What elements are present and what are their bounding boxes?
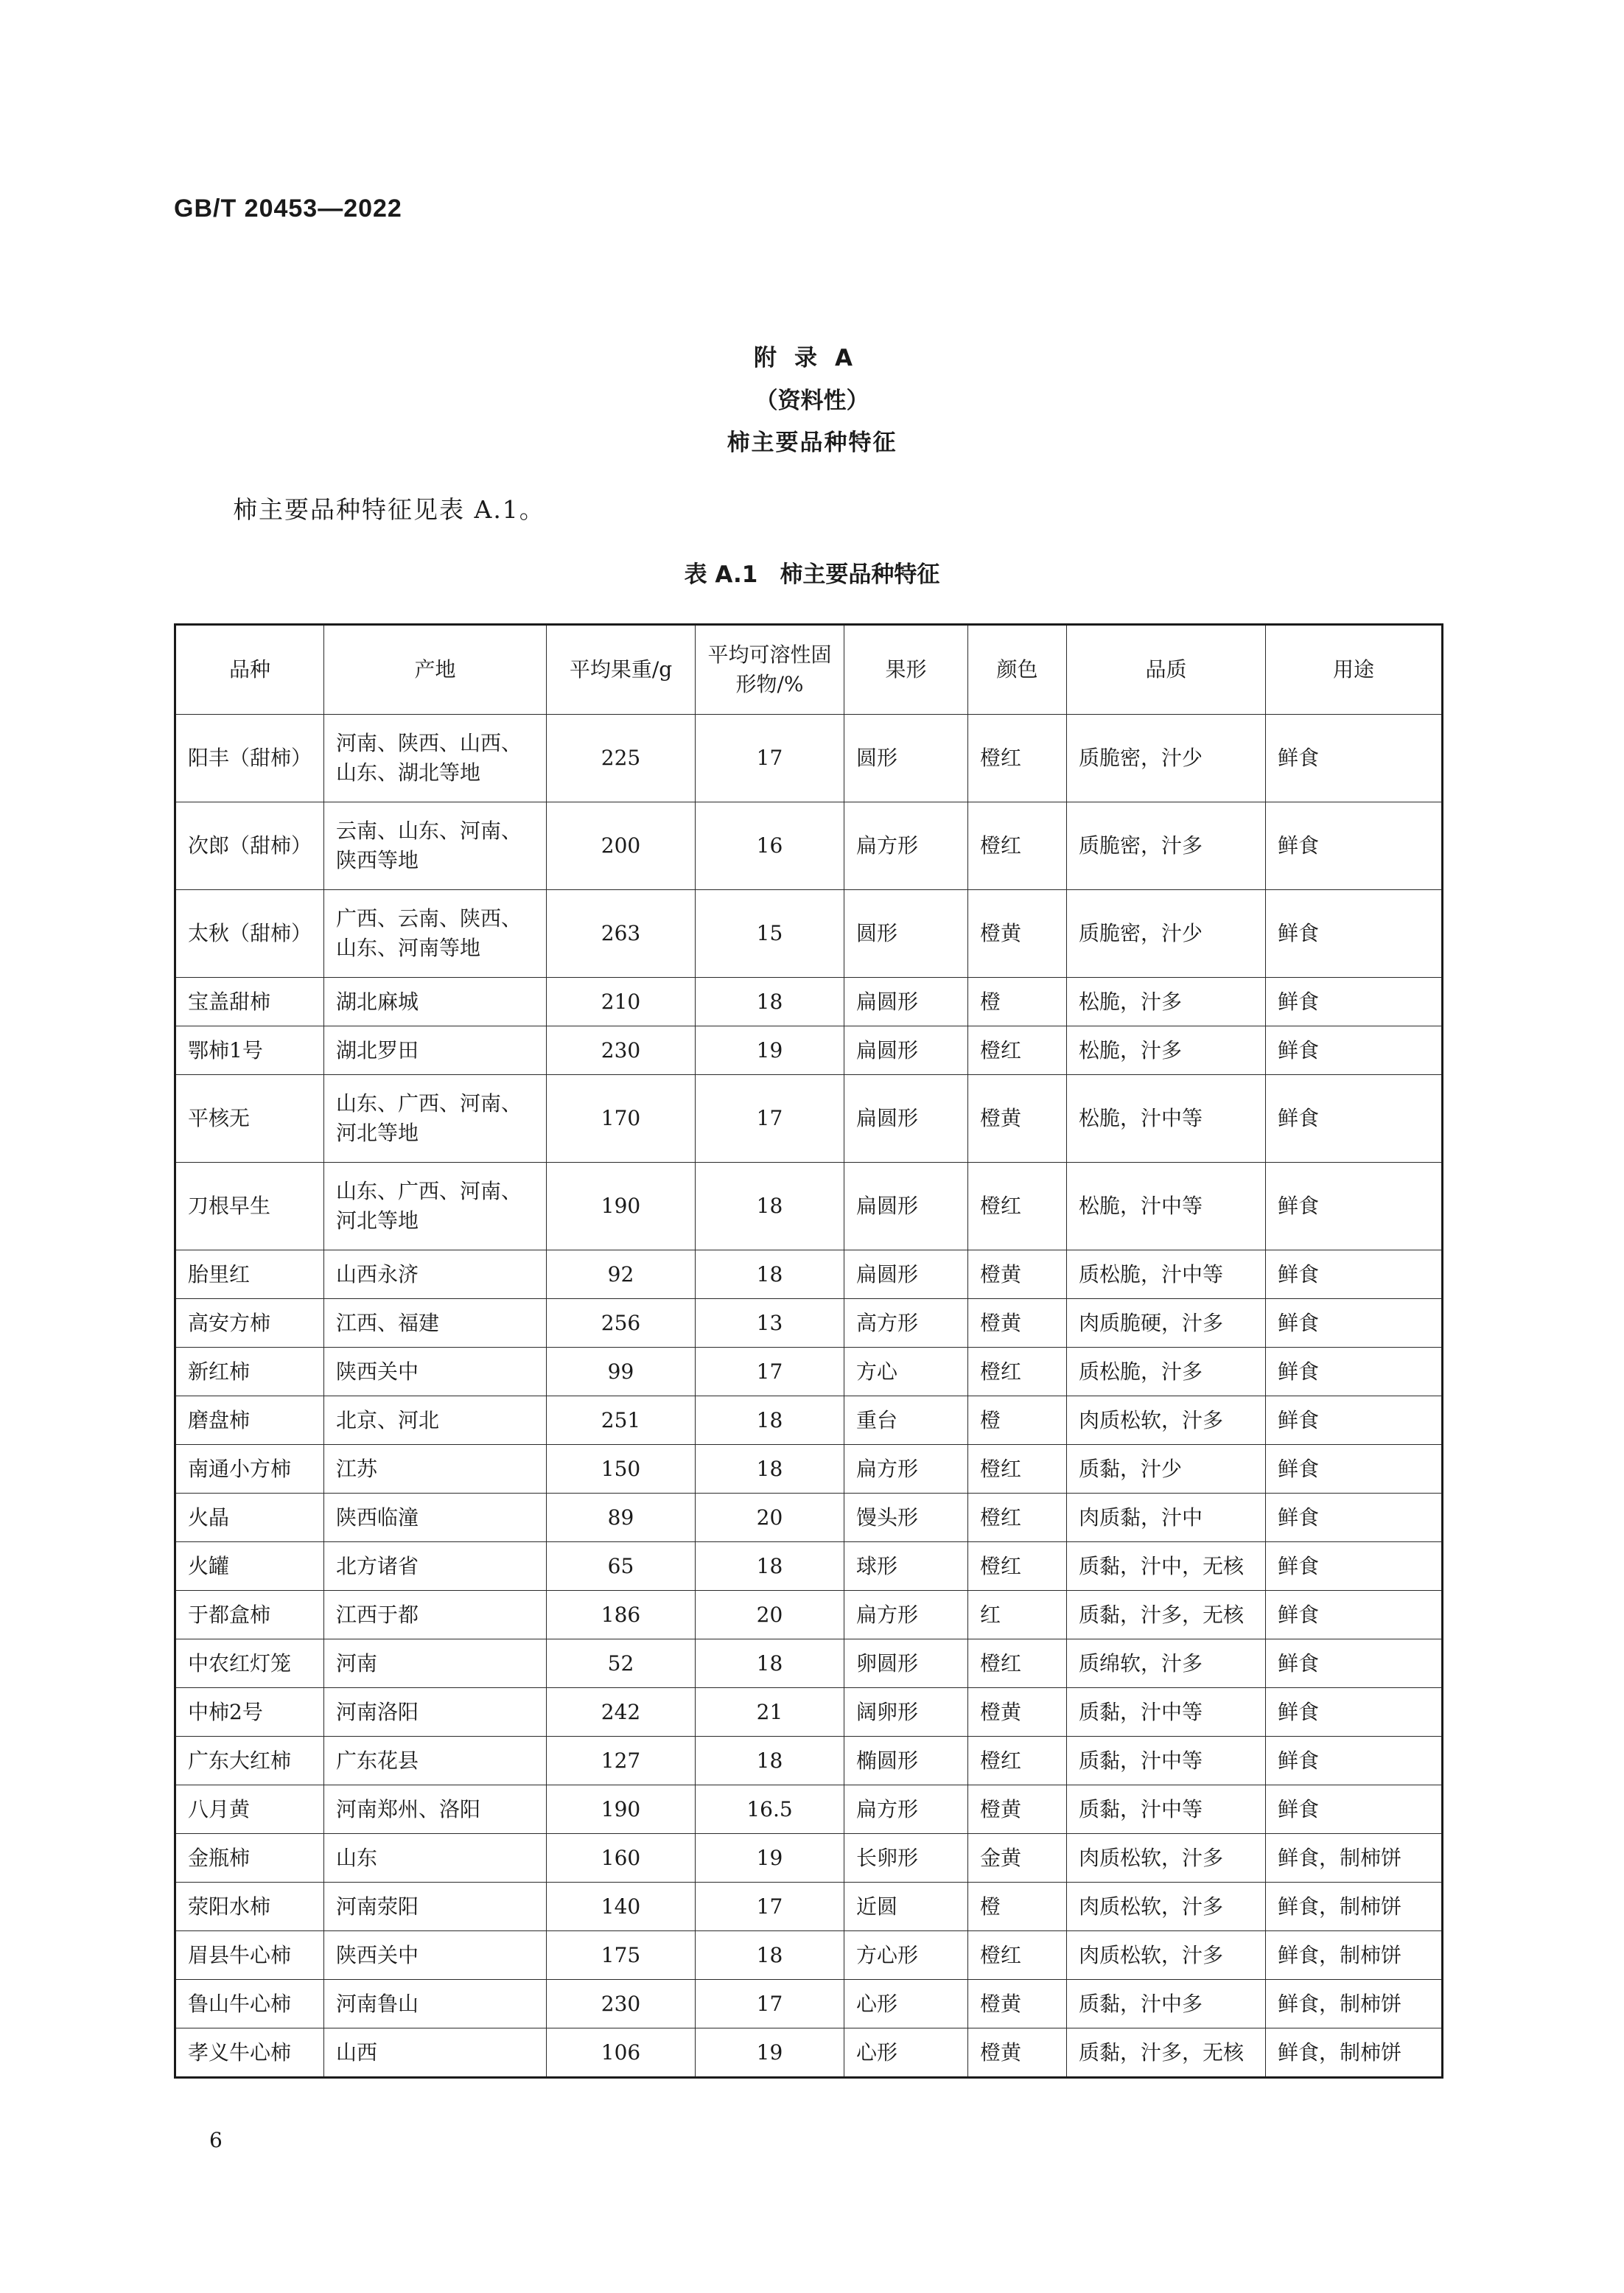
cell-variety: 南通小方柿 bbox=[175, 1445, 324, 1494]
table-row bbox=[175, 1639, 1443, 1688]
cell-variety: 胎里红 bbox=[175, 1250, 324, 1299]
column-header-avg-weight: 平均果重/g bbox=[547, 625, 696, 715]
cell-soluble-solids: 17 bbox=[696, 1883, 844, 1931]
cell-use: 鲜食 bbox=[1266, 1348, 1443, 1396]
cell-avg-weight: 99 bbox=[547, 1348, 696, 1396]
cell-variety: 眉县牛心柿 bbox=[175, 1931, 324, 1980]
cell-variety: 广东大红柿 bbox=[175, 1737, 324, 1785]
table-row bbox=[175, 1445, 1443, 1494]
cell-color: 金黄 bbox=[968, 1834, 1067, 1883]
cell-soluble-solids: 18 bbox=[696, 1737, 844, 1785]
cell-shape: 圆形 bbox=[844, 890, 968, 978]
column-header-variety: 品种 bbox=[175, 625, 324, 715]
cell-variety: 火罐 bbox=[175, 1542, 324, 1591]
cell-color: 橙黄 bbox=[968, 1250, 1067, 1299]
table-row bbox=[175, 1026, 1443, 1075]
cell-variety: 金瓶柿 bbox=[175, 1834, 324, 1883]
cell-variety: 阳丰（甜柿） bbox=[175, 715, 324, 802]
page-number: 6 bbox=[209, 2128, 223, 2152]
cell-variety: 磨盘柿 bbox=[175, 1396, 324, 1445]
cell-soluble-solids: 13 bbox=[696, 1299, 844, 1348]
cell-color: 橙黄 bbox=[968, 890, 1067, 978]
cell-use: 鲜食 bbox=[1266, 1639, 1443, 1688]
cell-origin: 湖北罗田 bbox=[324, 1026, 547, 1075]
cell-avg-weight: 251 bbox=[547, 1396, 696, 1445]
cell-origin: 北京、河北 bbox=[324, 1396, 547, 1445]
table-row bbox=[175, 1883, 1443, 1931]
cell-quality: 松脆，汁多 bbox=[1067, 978, 1266, 1026]
cell-avg-weight: 200 bbox=[547, 802, 696, 890]
cell-quality: 质黏，汁中多 bbox=[1067, 1980, 1266, 2028]
table-row bbox=[175, 1163, 1443, 1250]
cell-color: 橙红 bbox=[968, 1737, 1067, 1785]
cell-use: 鲜食 bbox=[1266, 1250, 1443, 1299]
cell-color: 橙黄 bbox=[968, 1785, 1067, 1834]
cell-quality: 质黏，汁中，无核 bbox=[1067, 1542, 1266, 1591]
cell-shape: 高方形 bbox=[844, 1299, 968, 1348]
cell-origin: 山东、广西、河南、河北等地 bbox=[324, 1075, 547, 1163]
cell-use: 鲜食 bbox=[1266, 1026, 1443, 1075]
cell-shape: 卵圆形 bbox=[844, 1639, 968, 1688]
cell-soluble-solids: 17 bbox=[696, 1075, 844, 1163]
cell-soluble-solids: 17 bbox=[696, 715, 844, 802]
cell-variety: 中柿2号 bbox=[175, 1688, 324, 1737]
cell-soluble-solids: 16 bbox=[696, 802, 844, 890]
cell-shape: 扁圆形 bbox=[844, 1075, 968, 1163]
cell-origin: 河南 bbox=[324, 1639, 547, 1688]
cell-avg-weight: 186 bbox=[547, 1591, 696, 1639]
cell-shape: 重台 bbox=[844, 1396, 968, 1445]
cell-avg-weight: 256 bbox=[547, 1299, 696, 1348]
table-row bbox=[175, 1250, 1443, 1299]
cell-avg-weight: 160 bbox=[547, 1834, 696, 1883]
cell-variety: 于都盒柿 bbox=[175, 1591, 324, 1639]
table-row bbox=[175, 890, 1443, 978]
cell-variety: 火晶 bbox=[175, 1494, 324, 1542]
cell-soluble-solids: 18 bbox=[696, 1542, 844, 1591]
cell-quality: 质黏，汁中等 bbox=[1067, 1688, 1266, 1737]
cell-soluble-solids: 18 bbox=[696, 1931, 844, 1980]
cell-avg-weight: 190 bbox=[547, 1163, 696, 1250]
table-row bbox=[175, 1688, 1443, 1737]
cell-shape: 心形 bbox=[844, 1980, 968, 2028]
cell-shape: 馒头形 bbox=[844, 1494, 968, 1542]
cell-avg-weight: 225 bbox=[547, 715, 696, 802]
cell-variety: 中农红灯笼 bbox=[175, 1639, 324, 1688]
cell-avg-weight: 242 bbox=[547, 1688, 696, 1737]
annex-nature: （资料性） bbox=[755, 388, 869, 414]
cell-variety: 平核无 bbox=[175, 1075, 324, 1163]
cell-avg-weight: 89 bbox=[547, 1494, 696, 1542]
column-header-quality: 品质 bbox=[1067, 625, 1266, 715]
cell-quality: 肉质松软，汁多 bbox=[1067, 1834, 1266, 1883]
cell-color: 橙红 bbox=[968, 1445, 1067, 1494]
cell-color: 橙红 bbox=[968, 1026, 1067, 1075]
cell-soluble-solids: 16.5 bbox=[696, 1785, 844, 1834]
cell-origin: 江苏 bbox=[324, 1445, 547, 1494]
column-header-color: 颜色 bbox=[968, 625, 1067, 715]
column-header-shape: 果形 bbox=[844, 625, 968, 715]
table-row bbox=[175, 1591, 1443, 1639]
cell-shape: 方心形 bbox=[844, 1931, 968, 1980]
cell-origin: 广西、云南、陕西、山东、河南等地 bbox=[324, 890, 547, 978]
cell-color: 橙红 bbox=[968, 1639, 1067, 1688]
cell-use: 鲜食，制柿饼 bbox=[1266, 1883, 1443, 1931]
cell-origin: 江西于都 bbox=[324, 1591, 547, 1639]
table-row bbox=[175, 978, 1443, 1026]
cell-quality: 质松脆，汁多 bbox=[1067, 1348, 1266, 1396]
cell-use: 鲜食 bbox=[1266, 802, 1443, 890]
cell-avg-weight: 170 bbox=[547, 1075, 696, 1163]
cell-shape: 扁方形 bbox=[844, 1785, 968, 1834]
standard-number: GB/T 20453—2022 bbox=[174, 195, 402, 223]
cell-shape: 扁方形 bbox=[844, 1445, 968, 1494]
cell-use: 鲜食 bbox=[1266, 1299, 1443, 1348]
cell-shape: 扁圆形 bbox=[844, 978, 968, 1026]
cell-color: 橙红 bbox=[968, 1542, 1067, 1591]
cell-avg-weight: 140 bbox=[547, 1883, 696, 1931]
table-caption bbox=[0, 556, 1624, 589]
cell-origin: 山西 bbox=[324, 2028, 547, 2078]
annex-label: 附录A bbox=[754, 345, 870, 371]
cell-avg-weight: 52 bbox=[547, 1639, 696, 1688]
cell-shape: 圆形 bbox=[844, 715, 968, 802]
cell-quality: 松脆，汁多 bbox=[1067, 1026, 1266, 1075]
cell-quality: 松脆，汁中等 bbox=[1067, 1075, 1266, 1163]
cell-color: 橙黄 bbox=[968, 1299, 1067, 1348]
cell-quality: 质黏，汁多，无核 bbox=[1067, 2028, 1266, 2078]
cell-soluble-solids: 17 bbox=[696, 1980, 844, 2028]
cell-color: 橙黄 bbox=[968, 1980, 1067, 2028]
cell-quality: 质黏，汁少 bbox=[1067, 1445, 1266, 1494]
cell-quality: 质黏，汁多，无核 bbox=[1067, 1591, 1266, 1639]
cell-quality: 质黏，汁中等 bbox=[1067, 1785, 1266, 1834]
cell-shape: 扁圆形 bbox=[844, 1250, 968, 1299]
cell-origin: 河南鲁山 bbox=[324, 1980, 547, 2028]
table-row bbox=[175, 1542, 1443, 1591]
table-caption-title: 柿主要品种特征 bbox=[780, 561, 940, 588]
cell-use: 鲜食，制柿饼 bbox=[1266, 1980, 1443, 2028]
table-row bbox=[175, 1494, 1443, 1542]
column-header-soluble-solids: 平均可溶性固形物/% bbox=[696, 625, 844, 715]
table-row bbox=[175, 802, 1443, 890]
cell-color: 红 bbox=[968, 1591, 1067, 1639]
cell-shape: 近圆 bbox=[844, 1883, 968, 1931]
table-row bbox=[175, 1785, 1443, 1834]
table-row bbox=[175, 1299, 1443, 1348]
cell-origin: 河南、陕西、山西、山东、湖北等地 bbox=[324, 715, 547, 802]
cell-use: 鲜食，制柿饼 bbox=[1266, 2028, 1443, 2078]
cell-origin: 河南郑州、洛阳 bbox=[324, 1785, 547, 1834]
table-row bbox=[175, 1931, 1443, 1980]
cell-quality: 松脆，汁中等 bbox=[1067, 1163, 1266, 1250]
cell-color: 橙 bbox=[968, 1883, 1067, 1931]
cell-quality: 质黏，汁中等 bbox=[1067, 1737, 1266, 1785]
cell-quality: 肉质松软，汁多 bbox=[1067, 1883, 1266, 1931]
cell-shape: 扁圆形 bbox=[844, 1026, 968, 1075]
cell-origin: 云南、山东、河南、陕西等地 bbox=[324, 802, 547, 890]
cell-soluble-solids: 18 bbox=[696, 1396, 844, 1445]
cell-soluble-solids: 20 bbox=[696, 1494, 844, 1542]
cell-color: 橙黄 bbox=[968, 2028, 1067, 2078]
cell-use: 鲜食 bbox=[1266, 890, 1443, 978]
cell-soluble-solids: 20 bbox=[696, 1591, 844, 1639]
cell-use: 鲜食 bbox=[1266, 1542, 1443, 1591]
cell-origin: 北方诸省 bbox=[324, 1542, 547, 1591]
cell-shape: 扁方形 bbox=[844, 802, 968, 890]
cell-variety: 太秋（甜柿） bbox=[175, 890, 324, 978]
cell-variety: 八月黄 bbox=[175, 1785, 324, 1834]
cell-use: 鲜食 bbox=[1266, 1785, 1443, 1834]
column-header-use: 用途 bbox=[1266, 625, 1443, 715]
cell-soluble-solids: 15 bbox=[696, 890, 844, 978]
cell-use: 鲜食 bbox=[1266, 1737, 1443, 1785]
cell-origin: 陕西关中 bbox=[324, 1348, 547, 1396]
cell-color: 橙黄 bbox=[968, 1688, 1067, 1737]
cell-shape: 心形 bbox=[844, 2028, 968, 2078]
table-row bbox=[175, 1075, 1443, 1163]
cell-use: 鲜食 bbox=[1266, 1591, 1443, 1639]
table-row bbox=[175, 1737, 1443, 1785]
table-row bbox=[175, 1396, 1443, 1445]
table-header-row bbox=[175, 625, 1443, 715]
cell-quality: 肉质脆硬，汁多 bbox=[1067, 1299, 1266, 1348]
cell-quality: 肉质松软，汁多 bbox=[1067, 1396, 1266, 1445]
cell-use: 鲜食 bbox=[1266, 1163, 1443, 1250]
cell-use: 鲜食，制柿饼 bbox=[1266, 1931, 1443, 1980]
cell-shape: 椭圆形 bbox=[844, 1737, 968, 1785]
cell-soluble-solids: 18 bbox=[696, 1250, 844, 1299]
intro-paragraph: 柿主要品种特征见表 A.1。 bbox=[233, 495, 545, 524]
cell-color: 橙红 bbox=[968, 1348, 1067, 1396]
cell-shape: 长卵形 bbox=[844, 1834, 968, 1883]
cell-avg-weight: 127 bbox=[547, 1737, 696, 1785]
cell-avg-weight: 230 bbox=[547, 1980, 696, 2028]
cell-use: 鲜食 bbox=[1266, 1494, 1443, 1542]
cell-color: 橙黄 bbox=[968, 1075, 1067, 1163]
cell-quality: 质脆密，汁少 bbox=[1067, 715, 1266, 802]
cell-origin: 江西、福建 bbox=[324, 1299, 547, 1348]
cell-origin: 陕西关中 bbox=[324, 1931, 547, 1980]
cell-avg-weight: 65 bbox=[547, 1542, 696, 1591]
cell-origin: 山东 bbox=[324, 1834, 547, 1883]
cell-avg-weight: 175 bbox=[547, 1931, 696, 1980]
cell-shape: 阔卵形 bbox=[844, 1688, 968, 1737]
cell-origin: 广东花县 bbox=[324, 1737, 547, 1785]
cell-quality: 质脆密，汁多 bbox=[1067, 802, 1266, 890]
annex-title: 柿主要品种特征 bbox=[727, 430, 897, 456]
table-caption-number: 表 A.1 bbox=[684, 561, 758, 588]
cell-color: 橙红 bbox=[968, 1163, 1067, 1250]
cell-origin: 山东、广西、河南、河北等地 bbox=[324, 1163, 547, 1250]
cell-quality: 肉质黏，汁中 bbox=[1067, 1494, 1266, 1542]
cell-soluble-solids: 18 bbox=[696, 978, 844, 1026]
cell-color: 橙 bbox=[968, 978, 1067, 1026]
cell-soluble-solids: 18 bbox=[696, 1163, 844, 1250]
cell-color: 橙 bbox=[968, 1396, 1067, 1445]
cell-soluble-solids: 18 bbox=[696, 1445, 844, 1494]
cell-variety: 次郎（甜柿） bbox=[175, 802, 324, 890]
cell-soluble-solids: 19 bbox=[696, 1026, 844, 1075]
cell-color: 橙红 bbox=[968, 802, 1067, 890]
cell-use: 鲜食 bbox=[1266, 1688, 1443, 1737]
cell-shape: 扁圆形 bbox=[844, 1163, 968, 1250]
cell-shape: 方心 bbox=[844, 1348, 968, 1396]
cell-avg-weight: 230 bbox=[547, 1026, 696, 1075]
cell-soluble-solids: 17 bbox=[696, 1348, 844, 1396]
cell-avg-weight: 150 bbox=[547, 1445, 696, 1494]
cell-variety: 新红柿 bbox=[175, 1348, 324, 1396]
table-row bbox=[175, 2028, 1443, 2078]
cell-origin: 陕西临潼 bbox=[324, 1494, 547, 1542]
cell-shape: 球形 bbox=[844, 1542, 968, 1591]
cell-variety: 刀根早生 bbox=[175, 1163, 324, 1250]
cell-soluble-solids: 21 bbox=[696, 1688, 844, 1737]
cell-avg-weight: 263 bbox=[547, 890, 696, 978]
cell-quality: 质脆密，汁少 bbox=[1067, 890, 1266, 978]
cell-soluble-solids: 18 bbox=[696, 1639, 844, 1688]
table-row bbox=[175, 1348, 1443, 1396]
table-row bbox=[175, 1980, 1443, 2028]
cell-variety: 荥阳水柿 bbox=[175, 1883, 324, 1931]
cell-color: 橙红 bbox=[968, 715, 1067, 802]
cell-use: 鲜食，制柿饼 bbox=[1266, 1834, 1443, 1883]
cell-origin: 河南荥阳 bbox=[324, 1883, 547, 1931]
cell-avg-weight: 92 bbox=[547, 1250, 696, 1299]
cell-color: 橙红 bbox=[968, 1494, 1067, 1542]
table-row bbox=[175, 1834, 1443, 1883]
cell-avg-weight: 106 bbox=[547, 2028, 696, 2078]
cell-quality: 质绵软，汁多 bbox=[1067, 1639, 1266, 1688]
cell-variety: 孝义牛心柿 bbox=[175, 2028, 324, 2078]
cell-use: 鲜食 bbox=[1266, 715, 1443, 802]
cell-use: 鲜食 bbox=[1266, 1445, 1443, 1494]
cell-shape: 扁方形 bbox=[844, 1591, 968, 1639]
cell-origin: 湖北麻城 bbox=[324, 978, 547, 1026]
cell-variety: 鄂柿1号 bbox=[175, 1026, 324, 1075]
cell-soluble-solids: 19 bbox=[696, 2028, 844, 2078]
cell-variety: 鲁山牛心柿 bbox=[175, 1980, 324, 2028]
cell-variety: 高安方柿 bbox=[175, 1299, 324, 1348]
cell-use: 鲜食 bbox=[1266, 978, 1443, 1026]
cell-quality: 肉质松软，汁多 bbox=[1067, 1931, 1266, 1980]
table-row bbox=[175, 715, 1443, 802]
variety-table bbox=[174, 623, 1443, 2079]
cell-color: 橙红 bbox=[968, 1931, 1067, 1980]
cell-avg-weight: 190 bbox=[547, 1785, 696, 1834]
cell-soluble-solids: 19 bbox=[696, 1834, 844, 1883]
cell-use: 鲜食 bbox=[1266, 1396, 1443, 1445]
cell-quality: 质松脆，汁中等 bbox=[1067, 1250, 1266, 1299]
cell-avg-weight: 210 bbox=[547, 978, 696, 1026]
cell-origin: 山西永济 bbox=[324, 1250, 547, 1299]
cell-use: 鲜食 bbox=[1266, 1075, 1443, 1163]
column-header-origin: 产地 bbox=[324, 625, 547, 715]
cell-variety: 宝盖甜柿 bbox=[175, 978, 324, 1026]
cell-origin: 河南洛阳 bbox=[324, 1688, 547, 1737]
